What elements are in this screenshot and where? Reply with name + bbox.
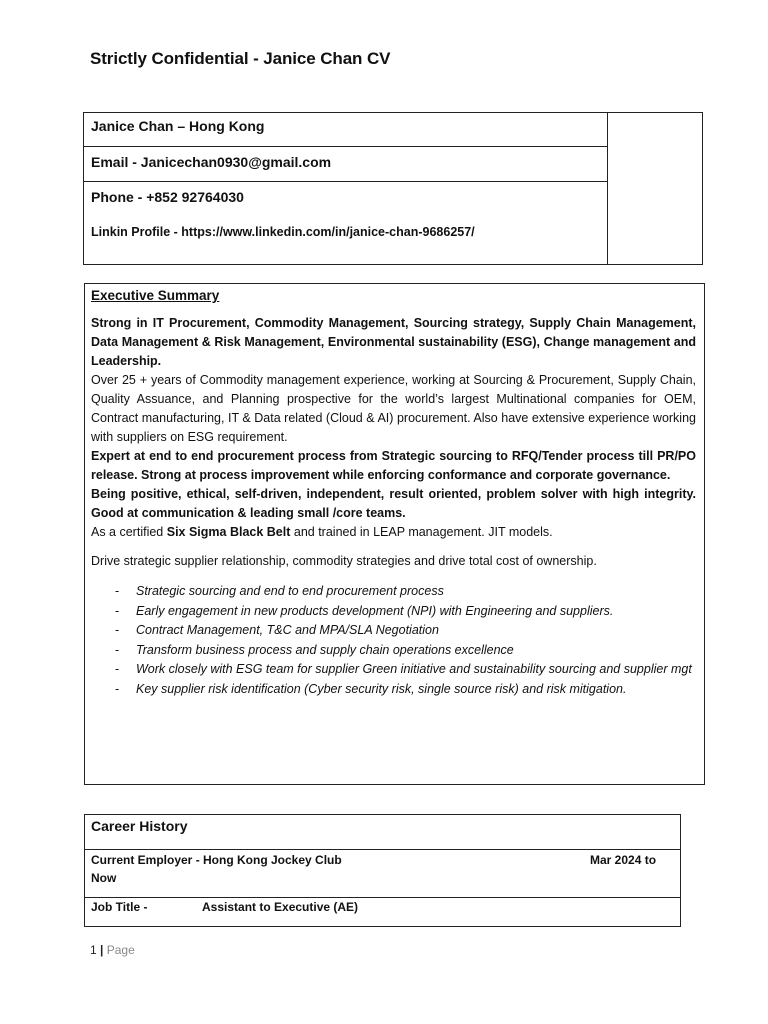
executive-summary-heading: Executive Summary bbox=[91, 288, 220, 303]
phone-text: Phone - +852 92764030 bbox=[91, 189, 244, 205]
cert-name: Six Sigma Black Belt bbox=[166, 525, 291, 539]
current-employer-row bbox=[85, 850, 680, 898]
name-location: Janice Chan – Hong Kong bbox=[91, 118, 265, 134]
bullet-text: Key supplier risk identification (Cyber security risk, single source risk) and risk mitigation. bbox=[136, 681, 627, 696]
bullet-dash: - bbox=[115, 662, 120, 676]
bullet-dash: - bbox=[115, 642, 120, 657]
bullet-text: Early engagement in new products development (NPI) with Engineering and suppliers. bbox=[136, 603, 614, 618]
cert-suffix: and trained in LEAP management. JIT models. bbox=[290, 525, 553, 539]
page-separator: | bbox=[100, 943, 104, 957]
bullet-item bbox=[91, 582, 696, 601]
career-history-table bbox=[84, 814, 681, 927]
summary-drive: Drive strategic supplier relationship, commodity strategies and drive total cost of ownership. bbox=[91, 554, 597, 568]
bullet-item bbox=[91, 641, 696, 660]
contact-box bbox=[83, 112, 703, 265]
employment-end: Now bbox=[91, 871, 117, 885]
summary-experience: Over 25 + years of Commodity management experience, working at Sourcing & Procurement, Supply Chain, Quality Assuance, and Planning prospective for the world’s largest Multinational companies for OEM, Contract manufacturing, IT & Data related (Cloud & AI) procurement. Also have extensive experience working with suppliers on ESG requirement. bbox=[91, 373, 696, 444]
contact-photo-cell bbox=[607, 113, 608, 264]
page-number: 1 bbox=[90, 943, 97, 957]
bullet-dash: - bbox=[115, 681, 120, 696]
bullet-text: Transform business process and supply chain operations excellence bbox=[136, 642, 514, 657]
page-footer bbox=[90, 943, 135, 957]
bullet-text: Work closely with ESG team for supplier Green initiative and sustainability sourcing and supplier mgt bbox=[136, 662, 692, 676]
job-title-row bbox=[85, 898, 680, 926]
contact-phone-row bbox=[84, 182, 607, 266]
bullet-item bbox=[91, 660, 696, 679]
career-history-heading: Career History bbox=[85, 815, 680, 850]
current-employer: Current Employer - Hong Kong Jockey Club bbox=[91, 853, 342, 867]
summary-expertise: Expert at end to end procurement process from Strategic sourcing to RFQ/Tender process till PR/PO release. Strong at process improvement while enforcing conformance and corporate governance. bbox=[91, 449, 696, 482]
page-label: Page bbox=[106, 943, 135, 957]
job-title-value: Assistant to Executive (AE) bbox=[202, 900, 359, 914]
bullet-dash: - bbox=[115, 584, 120, 598]
employment-date: Mar 2024 to bbox=[590, 853, 657, 867]
summary-strengths: Strong in IT Procurement, Commodity Management, Sourcing strategy, Supply Chain Management, Data Management & Risk Management, Environmental sustainability (ESG), Change management and Leadership. bbox=[91, 316, 696, 368]
job-title-label: Job Title - bbox=[91, 900, 148, 914]
bullet-dash: - bbox=[115, 603, 120, 618]
summary-traits: Being positive, ethical, self-driven, independent, result oriented, problem solver with high integrity. Good at communication & leading small /core teams. bbox=[91, 487, 696, 520]
summary-bullet-list bbox=[91, 582, 696, 699]
document-title: Strictly Confidential - Janice Chan CV bbox=[90, 49, 391, 68]
bullet-item bbox=[91, 680, 696, 699]
linkedin-link[interactable]: Linkin Profile - https://www.linkedin.com/in/janice-chan-9686257/ bbox=[91, 225, 475, 239]
contact-email-row bbox=[84, 147, 607, 182]
bullet-item bbox=[91, 602, 696, 621]
bullet-dash: - bbox=[115, 623, 120, 637]
bullet-text: Contract Management, T&C and MPA/SLA Negotiation bbox=[136, 623, 439, 637]
executive-summary-box bbox=[84, 283, 705, 785]
summary-certification bbox=[91, 523, 696, 542]
cert-prefix: As a certified bbox=[91, 525, 167, 539]
bullet-item bbox=[91, 621, 696, 640]
bullet-text: Strategic sourcing and end to end procurement process bbox=[136, 584, 444, 598]
contact-name-row bbox=[84, 113, 607, 147]
email-text: Email - Janicechan0930@gmail.com bbox=[91, 154, 332, 170]
